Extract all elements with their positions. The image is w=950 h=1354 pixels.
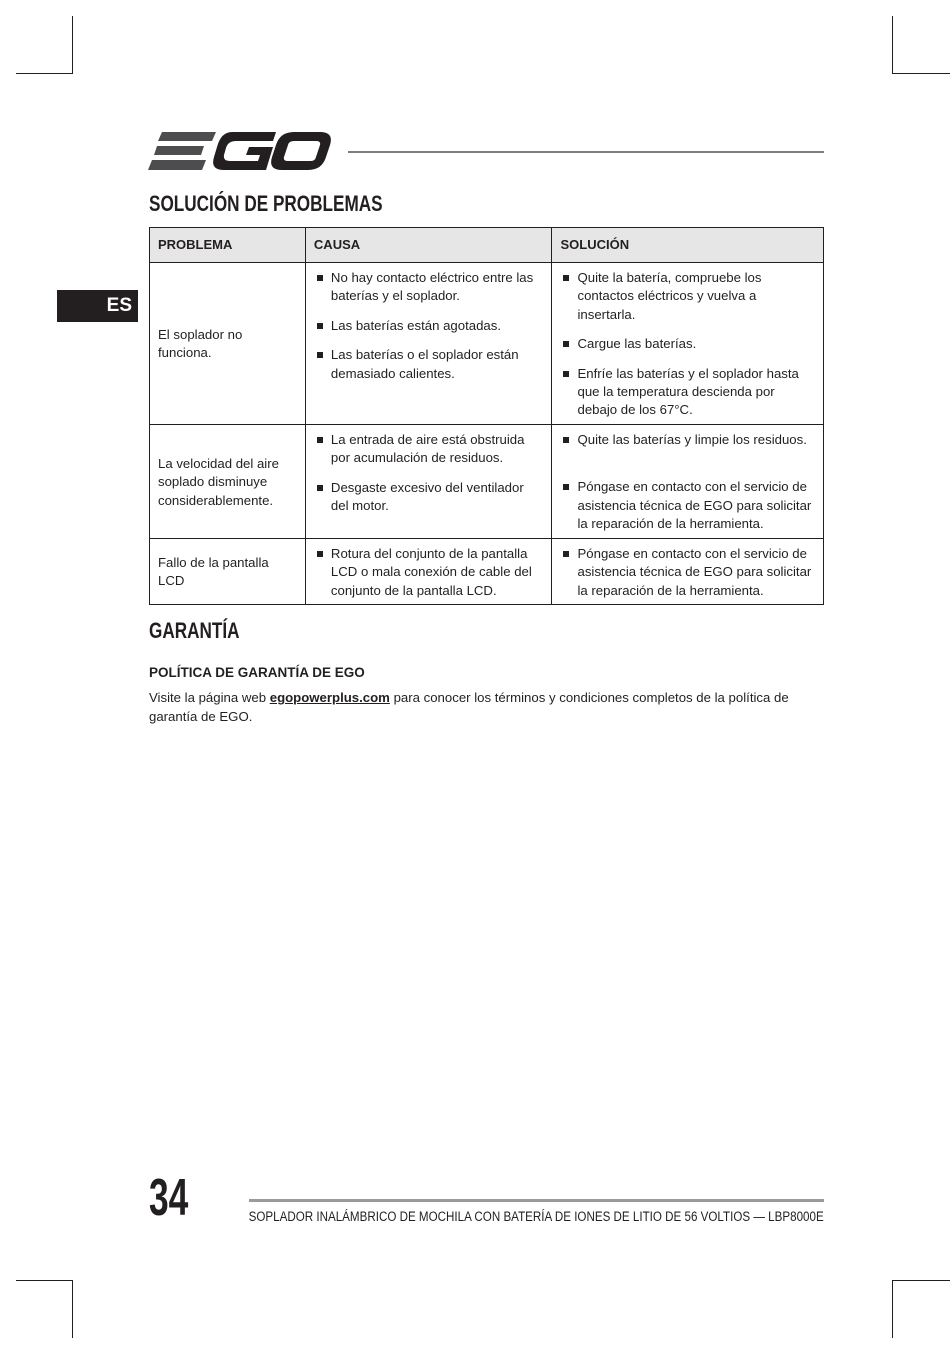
- list-item: [314, 479, 544, 516]
- crop-mark: [16, 1280, 73, 1281]
- cause-text: Las baterías o el soplador están demasiado calientes.: [330, 347, 519, 381]
- list-item: [560, 478, 815, 533]
- list-item: [314, 317, 544, 335]
- crop-mark: [72, 16, 73, 74]
- problem-cell: Fallo de la pantalla LCD: [150, 538, 306, 604]
- table-header-row: [150, 228, 824, 263]
- problem-cell: El soplador no funciona.: [150, 263, 306, 425]
- troubleshooting-table: [149, 227, 824, 605]
- bullet-square-icon: [563, 551, 569, 557]
- cause-text: Rotura del conjunto de la pantalla LCD o mala conexión de cable del conjunto de la pantalla LCD.: [330, 545, 532, 598]
- solution-text: Póngase en contacto con el servicio de asistencia técnica de EGO para solicitar la reparación de la herramienta.: [577, 479, 812, 532]
- page-number: 34: [149, 1169, 189, 1227]
- crop-mark: [16, 73, 73, 74]
- solution-text: Enfríe las baterías y el soplador hasta que la temperatura descienda por debajo de los 67°C.: [577, 365, 799, 418]
- solution-cell: [552, 538, 824, 604]
- list-item: [560, 365, 815, 420]
- problem-cell: La velocidad del aire soplado disminuye considerablemente.: [150, 424, 306, 538]
- warranty-text-before: Visite la página web: [149, 690, 270, 705]
- list-item: [560, 545, 815, 600]
- warranty-website-link[interactable]: egopowerplus.com: [269, 690, 390, 705]
- cause-text: Las baterías están agotadas.: [330, 317, 502, 333]
- header-rule: [348, 151, 824, 153]
- solution-text: Cargue las baterías.: [577, 336, 697, 352]
- table-row: [150, 538, 824, 604]
- bullet-square-icon: [563, 371, 569, 377]
- solution-text: Quite las baterías y limpie los residuos.: [577, 431, 807, 447]
- crop-mark: [72, 1280, 73, 1338]
- crop-mark: [892, 73, 950, 74]
- bullet-square-icon: [317, 275, 323, 281]
- column-header-cause: CAUSA: [305, 228, 552, 263]
- cause-text: Desgaste excesivo del ventilador del motor.: [330, 479, 524, 514]
- list-item: [314, 269, 544, 306]
- warranty-subtitle: POLÍTICA DE GARANTÍA DE EGO: [149, 665, 365, 680]
- cause-text: No hay contacto eléctrico entre las baterías y el soplador.: [330, 270, 534, 304]
- cause-cell: [305, 424, 552, 538]
- bullet-square-icon: [317, 551, 323, 557]
- bullet-square-icon: [563, 484, 569, 490]
- list-item: [560, 335, 815, 353]
- solution-cell: [552, 263, 824, 425]
- footer-rule: [249, 1199, 824, 1202]
- bullet-square-icon: [563, 437, 569, 443]
- bullet-square-icon: [317, 323, 323, 329]
- list-item: [314, 431, 544, 468]
- table-row: [150, 424, 824, 538]
- bullet-square-icon: [317, 352, 323, 358]
- list-item: [560, 269, 815, 324]
- column-header-problem: PROBLEMA: [150, 228, 306, 263]
- ego-logo: [148, 130, 332, 172]
- solution-text: Póngase en contacto con el servicio de asistencia técnica de EGO para solicitar la reparación de la herramienta.: [577, 545, 812, 598]
- cause-text: La entrada de aire está obstruida por acumulación de residuos.: [330, 431, 525, 466]
- solution-cell: [552, 424, 824, 538]
- list-item: [560, 431, 815, 449]
- crop-mark: [892, 1280, 893, 1338]
- warranty-text-after: para conocer los términos y condiciones completos de la política de garantía de EGO.: [149, 690, 789, 724]
- crop-mark: [892, 1280, 950, 1281]
- footer-title: SOPLADOR INALÁMBRICO DE MOCHILA CON BATERÍA DE IONES DE LITIO DE 56 VOLTIOS — LBP8000E: [248, 1209, 824, 1224]
- cause-cell: [305, 538, 552, 604]
- column-header-solution: SOLUCIÓN: [552, 228, 824, 263]
- cause-cell: [305, 263, 552, 425]
- list-item: [314, 346, 544, 383]
- warranty-title: GARANTÍA: [149, 618, 240, 643]
- solution-text: Quite la batería, compruebe los contactos eléctricos y vuelva a insertarla.: [577, 270, 762, 322]
- bullet-square-icon: [563, 275, 569, 281]
- warranty-paragraph: [149, 689, 825, 726]
- crop-mark: [892, 16, 893, 74]
- bullet-square-icon: [563, 341, 569, 347]
- bullet-square-icon: [317, 437, 323, 443]
- language-tab: ES: [57, 290, 138, 322]
- table-row: [150, 263, 824, 425]
- bullet-square-icon: [317, 485, 323, 491]
- list-item: [314, 545, 544, 600]
- troubleshooting-title: SOLUCIÓN DE PROBLEMAS: [149, 191, 383, 216]
